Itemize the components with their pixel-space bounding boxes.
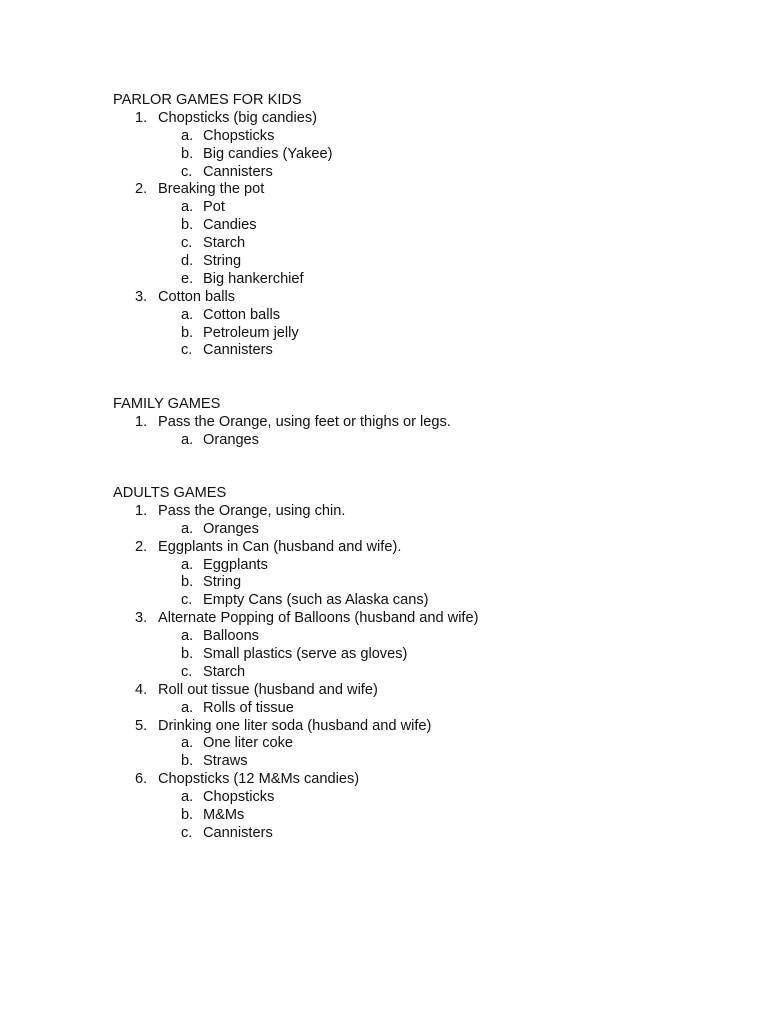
sub-list-item	[113, 753, 248, 771]
sub-list-item-text: Oranges	[203, 520, 259, 537]
list-item	[113, 181, 302, 199]
sub-list-item	[113, 574, 242, 592]
list-item-text: Breaking the pot	[158, 181, 265, 198]
sub-list-item	[113, 556, 268, 575]
list-item-text: Eggplants in Can (husband and wife).	[158, 538, 402, 555]
list-item	[113, 771, 360, 789]
list-item-number: 1.	[135, 413, 148, 430]
list-item-number: 3.	[135, 288, 148, 305]
sub-list-item	[113, 342, 302, 360]
sub-list-item-text: M&Ms	[203, 807, 245, 824]
sub-list-item	[113, 128, 302, 146]
sub-list-item	[113, 253, 302, 271]
sub-list-item-letter: a.	[181, 789, 194, 806]
sub-list-item-text: Empty Cans (such as Alaska cans)	[203, 592, 429, 609]
sub-list-item-letter: a.	[181, 628, 194, 645]
sub-list-item-text: Small plastics (serve as gloves)	[203, 646, 408, 663]
sub-list-item-text: Cannisters	[203, 163, 273, 180]
sub-list-item-letter: a.	[181, 306, 194, 323]
sub-list-item-letter: b.	[181, 753, 194, 770]
sub-list-item	[113, 807, 245, 825]
sub-list-item-text: Petroleum jelly	[203, 324, 299, 341]
sub-list-item-text: Starch	[203, 235, 246, 252]
sub-list-item-letter: e.	[181, 270, 194, 287]
list-item-number: 6.	[135, 771, 148, 788]
section-adults-games	[113, 485, 479, 843]
sub-list-item-text: Chopsticks	[203, 789, 275, 806]
sub-list-item	[113, 646, 408, 664]
list-item-number: 4.	[135, 681, 148, 698]
sub-list-item-letter: c.	[181, 235, 193, 252]
sub-list-item-letter: a.	[181, 431, 194, 448]
list-item	[113, 289, 302, 307]
sub-list-item-text: Pot	[203, 199, 225, 216]
sub-list-item	[113, 520, 259, 539]
sub-list-item-letter: a.	[181, 127, 194, 144]
sub-list-item-text: String	[203, 574, 242, 591]
sub-list-item	[113, 145, 333, 164]
sub-list-item	[113, 217, 302, 235]
sub-list-item-text: Eggplants	[203, 556, 268, 573]
sub-list-item-text: Chopsticks	[203, 127, 275, 144]
sub-list-item	[113, 325, 302, 343]
list-item	[113, 717, 432, 736]
sub-list-item-letter: c.	[181, 163, 193, 180]
sub-list-item-text: Rolls of tissue	[203, 699, 294, 716]
list-item-text: Roll out tissue (husband and wife)	[158, 681, 378, 698]
sub-list-item-letter: b.	[181, 217, 194, 234]
sub-list-item-letter: b.	[181, 807, 194, 824]
sub-list-item-text: Starch	[203, 663, 246, 680]
sub-list-item-letter: a.	[181, 735, 194, 752]
list-item	[113, 413, 451, 432]
sub-list-item	[113, 824, 273, 843]
sub-list-item-text: Big hankerchief	[203, 270, 304, 287]
sub-list-item-letter: b.	[181, 574, 194, 591]
sub-list-item-letter: c.	[181, 824, 193, 841]
sub-list-item	[113, 271, 302, 289]
list-item-number: 2.	[135, 538, 148, 555]
list-item-text: Pass the Orange, using feet or thighs or legs.	[158, 413, 451, 430]
list-item-text: Alternate Popping of Balloons (husband and wife)	[158, 610, 479, 627]
list-item	[113, 610, 479, 628]
list-item-text: Drinking one liter soda (husband and wife)	[158, 717, 432, 734]
section-family-games	[113, 396, 451, 450]
section-parlor-games	[113, 92, 333, 360]
list-item-number: 3.	[135, 610, 148, 627]
list-item	[113, 109, 317, 128]
sub-list-item-letter: a.	[181, 520, 194, 537]
sub-list-item-letter: a.	[181, 199, 194, 216]
sub-list-item-text: Candies	[203, 217, 257, 234]
sub-list-item-letter: b.	[181, 646, 194, 663]
sub-list-item	[113, 663, 246, 682]
list-item-number: 2.	[135, 181, 148, 198]
sub-list-item-letter: c.	[181, 592, 193, 609]
sub-list-item-letter: d.	[181, 253, 194, 270]
list-item-text: Chopsticks (12 M&Ms candies)	[158, 771, 360, 788]
sub-list-item	[113, 699, 294, 718]
sub-list-item-letter: b.	[181, 145, 194, 162]
sub-list-item-text: Straws	[203, 753, 248, 770]
list-item	[113, 502, 346, 521]
sub-list-item-text: Cannisters	[203, 342, 273, 359]
sub-list-item-text: Big candies (Yakee)	[203, 145, 333, 162]
section-heading: FAMILY GAMES	[113, 396, 221, 412]
list-item	[113, 538, 402, 557]
sub-list-item	[113, 235, 302, 253]
sub-list-item	[113, 592, 429, 610]
list-item-text: Cotton balls	[158, 288, 236, 305]
sub-list-item-letter: c.	[181, 342, 193, 359]
sub-list-item	[113, 735, 294, 753]
sub-list-item-text: Cotton balls	[203, 306, 281, 323]
list-item-text: Pass the Orange, using chin.	[158, 502, 346, 519]
section-heading: ADULTS GAMES	[113, 485, 227, 501]
sub-list-item	[113, 431, 259, 450]
sub-list-item	[113, 628, 259, 646]
sub-list-item-text: Balloons	[203, 628, 259, 645]
list-item-text: Chopsticks (big candies)	[158, 109, 317, 126]
sub-list-item-letter: b.	[181, 324, 194, 341]
section-heading: PARLOR GAMES FOR KIDS	[113, 92, 302, 108]
sub-list-item-text: Oranges	[203, 431, 259, 448]
list-item-number: 5.	[135, 717, 148, 734]
sub-list-item	[113, 307, 302, 325]
sub-list-item-text: One liter coke	[203, 735, 294, 752]
sub-list-item-letter: a.	[181, 556, 194, 573]
list-item-number: 1.	[135, 109, 148, 126]
sub-list-item-text: String	[203, 253, 242, 270]
sub-list-item	[113, 164, 302, 182]
list-item	[113, 681, 378, 700]
sub-list-item	[113, 789, 275, 807]
sub-list-item-text: Cannisters	[203, 824, 273, 841]
sub-list-item-letter: c.	[181, 663, 193, 680]
list-item-number: 1.	[135, 502, 148, 519]
sub-list-item-letter: a.	[181, 699, 194, 716]
sub-list-item	[113, 199, 302, 217]
